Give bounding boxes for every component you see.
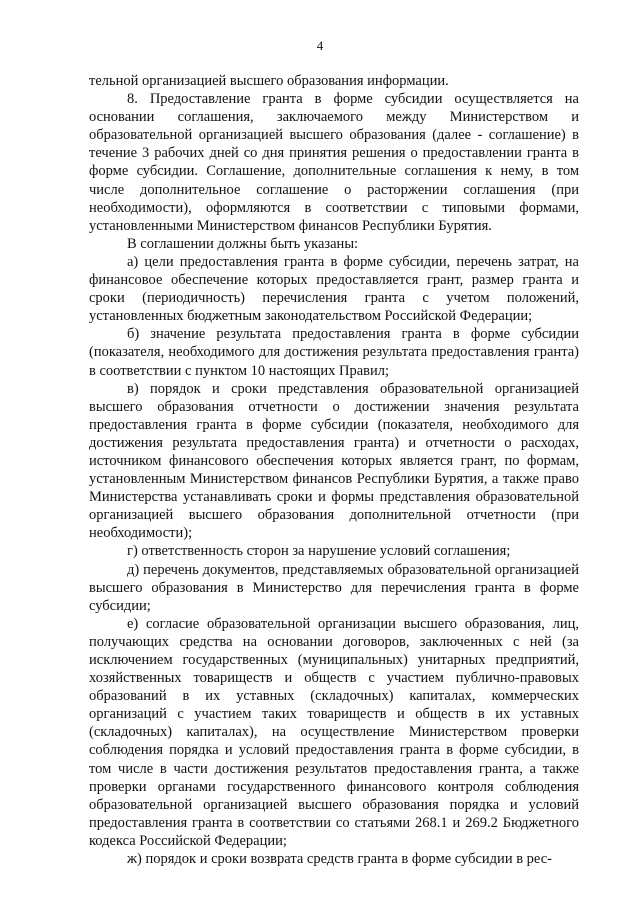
paragraph-continuation: тельной организацией высшего образования информации. — [89, 73, 449, 89]
paragraph-item-g: г) ответственность сторон за нарушение условий соглашения; — [127, 543, 511, 560]
document-body — [89, 72, 579, 868]
paragraph-item-v: в) порядок и сроки представления образовательной организацией высшего образования отчетности о достижении значения результата предоставления гранта в форме субсидии (показателя, необходимого для достижения результата предоставления гранта) и отчетности о расходах, источником финансового обеспечения которых является грант, по формам, установленным Министерством финансов Республики Бурятия, а также право Министерства устанавливать сроки и формы представления образовательной организацией высшего образования дополнительной отчетности (при необходимости); — [89, 380, 579, 542]
paragraph-item-d: д) перечень документов, представляемых образовательной организацией высшего образования в Министерство для перечисления гранта в форме субсидии; — [89, 561, 579, 614]
paragraph-agreement-intro: В соглашении должны быть указаны: — [127, 235, 359, 252]
paragraph-item-zh: ж) порядок и сроки возврата средств гранта в форме субсидии в рес- — [127, 851, 552, 868]
paragraph-clause-8: 8. Предоставление гранта в форме субсидии осуществляется на основании соглашения, заключаемого между Министерством и образовательной организацией высшего образования (далее - соглашение) в течение 3 рабочих дней со дня принятия решения о предоставлении гранта в форме субсидии. Соглашение, дополнительные соглашения к нему, в том числе дополнительное соглашение о расторжении соглашения (при необходимости), оформляются в соответствии с типовыми формами, установленными Министерством финансов Республики Бурятия. — [89, 91, 579, 234]
paragraph-item-a: а) цели предоставления гранта в форме субсидии, перечень затрат, на финансовое обеспечение которых предоставляется грант, размер гранта и сроки (периодичность) перечисления гранта с учетом положений, установленных бюджетным законодательством Российской Федерации; — [89, 253, 579, 325]
paragraph-item-e: е) согласие образовательной организации высшего образования, лиц, получающих средства на основании договоров, заключенных с ней (за исключением государственных (муниципальных) унитарных предприятий, хозяйственных товариществ и обществ с участием публично-правовых образований в их уставных (складочных) капиталах, коммерческих организаций с участием таких товариществ и обществ в их уставных (складочных) капиталах), на осуществление Министерством проверки соблюдения порядка и условий предоставления гранта в форме субсидии, в том числе в части достижения результатов предоставления гранта, а также проверки органами государственного финансового контроля соблюдения образовательной организацией высшего образования порядка и условий предоставления гранта в соответствии со статьями 268.1 и 269.2 Бюджетного кодекса Российской Федерации; — [89, 615, 579, 849]
page-number: 4 — [316, 38, 324, 53]
paragraph-item-b: б) значение результата предоставления гранта в форме субсидии (показателя, необходимого для достижения результата предоставления гранта) в соответствии с пунктом 10 настоящих Правил; — [89, 326, 579, 379]
